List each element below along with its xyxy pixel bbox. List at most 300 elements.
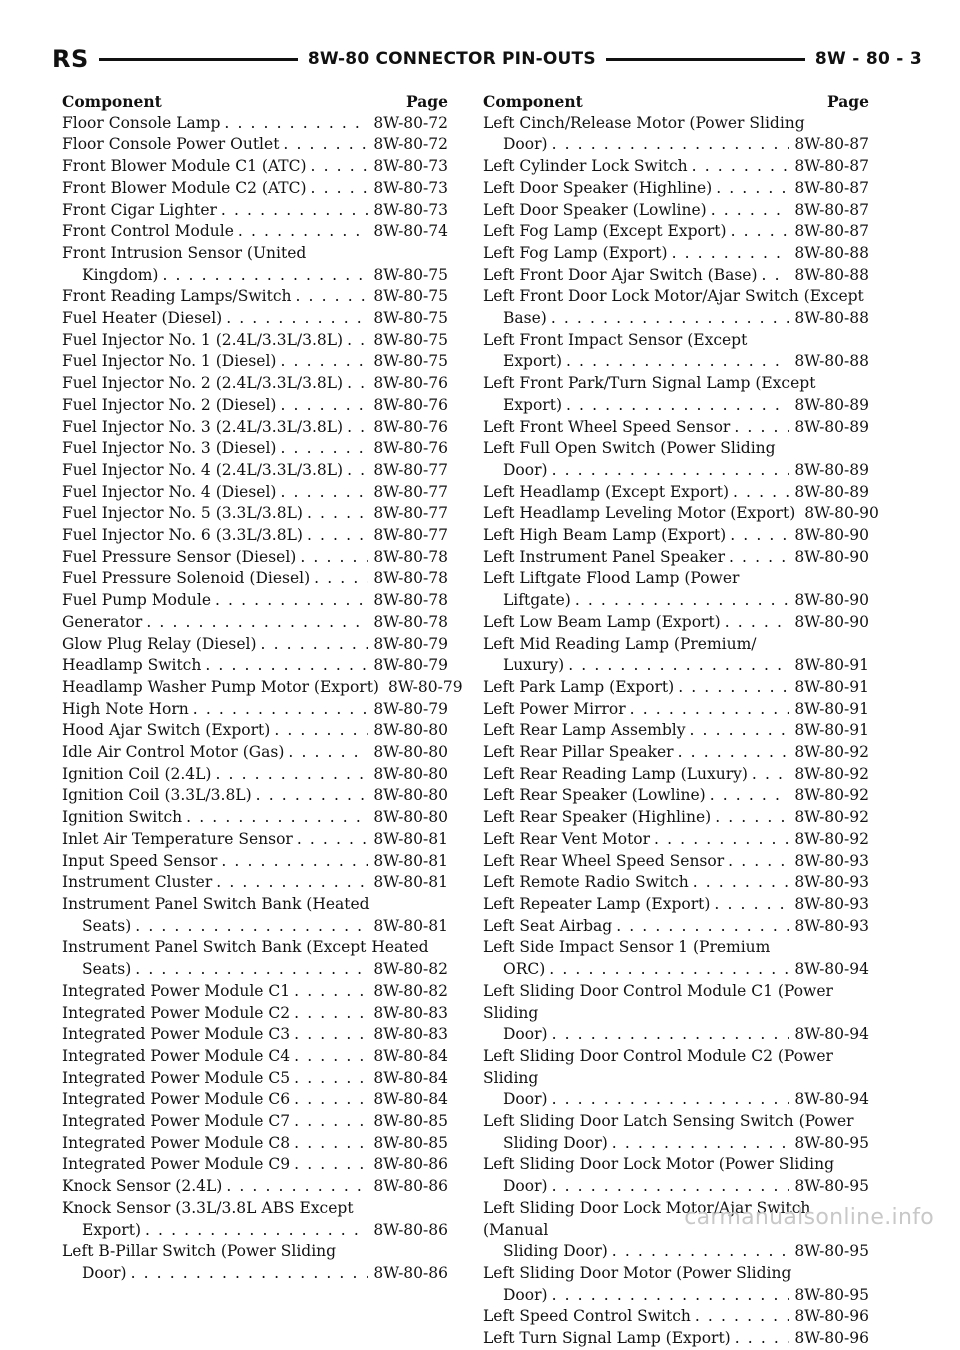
entry-name: Instrument Cluster [62,873,213,892]
index-entry [62,872,448,894]
index-entry [483,764,869,786]
entry-name: Floor Console Power Outlet [62,135,280,154]
index-entry [483,807,869,829]
index-entry [483,568,869,611]
entry-page: 8W-80-79 [373,699,448,718]
index-entry [62,438,448,460]
dot-leader [731,1328,790,1350]
entry-name-first-line: Left Front Door Lock Motor/Ajar Switch (Except [483,287,864,306]
entry-name: Export) [82,1220,141,1239]
entry-name: Front Cigar Lighter [62,200,217,219]
entry-name: Sliding Door) [503,1242,608,1261]
entry-page: 8W-80-84 [373,1068,448,1087]
index-entry [483,720,869,742]
dot-leader [758,265,790,287]
entry-page: 8W-80-84 [373,1090,448,1109]
entry-name: Door) [82,1263,127,1282]
entry-line [62,438,448,460]
entry-page: 8W-80-96 [794,1329,869,1348]
index-entry [483,1111,869,1154]
entry-name: Fuel Injector No. 2 (2.4L/3.3L/3.8L) [62,374,344,393]
entry-name: Fuel Injector No. 5 (3.3L/3.8L) [62,504,303,523]
entry-page: 8W-80-73 [373,200,448,219]
entry-page: 8W-80-77 [373,482,448,501]
entry-line [483,807,869,829]
entry-name: Door) [503,1090,548,1109]
dot-leader [158,265,368,287]
entry-page: 8W-80-75 [373,265,448,284]
entry-line [62,916,448,938]
dot-leader [234,221,369,243]
entry-page: 8W-80-79 [373,656,448,675]
entry-line [62,373,448,395]
index-entry [62,699,448,721]
entry-page: 8W-80-94 [794,1025,869,1044]
entry-page: 8W-80-93 [794,916,869,935]
entry-name: Base) [503,309,547,328]
entry-line [483,1176,869,1198]
dot-leader [257,634,369,656]
entry-page: 8W-80-95 [794,1242,869,1261]
entry-page: 8W-80-90 [794,547,869,566]
entry-name: Left Headlamp Leveling Motor (Export) [483,504,796,523]
index-entry [483,894,869,916]
index-entry [62,1133,448,1155]
entry-name: Left Door Speaker (Highline) [483,178,713,197]
index-entry [62,200,448,222]
index-entry [62,113,448,135]
dot-leader [252,785,369,807]
entry-name: Front Blower Module C1 (ATC) [62,157,307,176]
index-entry [62,677,463,699]
entry-name: Left Seat Airbag [483,916,613,935]
dot-leader [674,677,789,699]
entry-line [62,503,448,525]
entry-name: Left Door Speaker (Lowline) [483,200,707,219]
header-rule-right [606,58,805,61]
index-entry [62,1024,448,1046]
entry-page: 8W-80-89 [794,460,869,479]
entry-name-first-line: Left Sliding Door Lock Motor/Ajar Switch (Manual [483,1198,811,1239]
entry-page: 8W-80-91 [794,699,869,718]
entry-name: Kingdom) [82,265,159,284]
entry-name: Front Control Module [62,222,234,241]
entry-line [483,156,869,178]
index-entry [483,872,869,894]
entry-line [62,872,448,894]
index-entry [62,764,448,786]
entry-page: 8W-80-78 [373,591,448,610]
entry-line [62,590,448,612]
index-entry [62,1154,448,1176]
index-column-left [62,91,463,1285]
dot-leader [343,373,368,395]
entry-page: 8W-80-92 [794,743,869,762]
entry-line [62,286,448,308]
index-column-right [483,91,879,1350]
index-entry [483,503,879,525]
entry-page: 8W-80-90 [794,612,869,631]
entry-page: 8W-80-84 [373,1046,448,1065]
index-entry [483,330,869,373]
dot-leader [131,916,368,938]
index-entry [483,438,869,481]
entry-line [62,829,448,851]
index-entry [62,829,448,851]
entry-name: Left Rear Lamp Assembly [483,721,686,740]
entry-name: Integrated Power Module C1 [62,981,291,1000]
entry-page: 8W-80-73 [373,157,448,176]
index-entry [62,1003,448,1025]
entry-line [62,1024,448,1046]
entry-page: 8W-80-86 [373,1177,448,1196]
entry-page: 8W-80-79 [373,634,448,653]
entry-page: 8W-80-94 [794,1090,869,1109]
index-entry [483,482,869,504]
entry-name: Fuel Injector No. 4 (Diesel) [62,482,277,501]
dot-leader [685,720,789,742]
entry-page: 8W-80-95 [794,1285,869,1304]
entry-name: Left Power Mirror [483,699,626,718]
entry-name: Front Reading Lamps/Switch [62,287,292,306]
entry-name: Inlet Air Temperature Sensor [62,829,293,848]
entry-page: 8W-80-85 [373,1112,448,1131]
entry-name: Liftgate) [503,591,571,610]
entry-line [483,1306,869,1328]
entry-line [62,113,448,135]
entry-name: Left Rear Reading Lamp (Luxury) [483,764,748,783]
entry-line [62,482,448,504]
index-entry [62,482,448,504]
index-entry [483,1328,869,1350]
index-entry [483,1306,869,1328]
dot-leader [691,1306,790,1328]
dot-leader [290,1068,368,1090]
entry-name: Left Headlamp (Except Export) [483,482,729,501]
dot-leader [725,547,789,569]
index-entry [62,1111,448,1133]
entry-line [62,1133,448,1155]
dot-leader [727,221,790,243]
entry-line [483,851,869,873]
entry-line [483,590,869,612]
entry-line [62,351,448,373]
index-entry [62,851,448,873]
dot-leader [292,286,369,308]
dot-leader [689,872,790,894]
index-entry [483,677,869,699]
index-entry [62,243,448,286]
entry-line [483,308,869,330]
entry-page: 8W-80-91 [794,721,869,740]
entry-name: Left Fog Lamp (Export) [483,243,668,262]
dot-leader [141,1220,368,1242]
watermark: carmanualsonline.info [684,1205,934,1230]
dot-leader [276,438,368,460]
dot-leader [547,308,790,330]
entry-page: 8W-80-92 [794,829,869,848]
entry-name: Integrated Power Module C5 [62,1068,291,1087]
entry-line [62,851,448,873]
index-entry [62,221,448,243]
entry-name: Door) [503,1285,548,1304]
entry-page: 8W-80-86 [373,1220,448,1239]
entry-page: 8W-80-96 [794,1307,869,1326]
entry-name: Integrated Power Module C4 [62,1046,291,1065]
entry-name-first-line: Instrument Panel Switch Bank (Heated [62,895,370,913]
entry-page: 8W-80-79 [387,677,463,696]
entry-line [483,525,869,547]
entry-line [62,634,448,656]
entry-line [483,1285,869,1307]
dot-leader [211,590,368,612]
index-entry [62,156,448,178]
index-entry [62,547,448,569]
index-entry [483,525,869,547]
dot-leader [612,916,789,938]
entry-name: Fuel Injector No. 2 (Diesel) [62,395,277,414]
dot-leader [343,460,368,482]
header-section-code: RS [52,45,89,73]
entry-page: 8W-80-86 [373,1155,448,1174]
entry-name-first-line: Left Full Open Switch (Power Sliding [483,439,776,458]
index-entry [483,243,869,265]
entry-line [483,764,869,786]
entry-name: Left Cylinder Lock Switch [483,157,688,176]
entry-page: 8W-80-88 [794,352,869,371]
entry-page: 8W-80-81 [373,873,448,892]
dot-leader [545,959,789,981]
dot-leader [279,134,368,156]
entry-line [483,265,869,287]
dot-leader [668,243,790,265]
entry-name: Left Speed Control Switch [483,1307,691,1326]
entry-name: Input Speed Sensor [62,851,218,870]
entry-page: 8W-80-93 [794,873,869,892]
entry-name: Door) [503,1025,548,1044]
index-entry [62,568,448,590]
dot-leader [303,503,368,525]
index-entry [62,612,448,634]
index-entry [62,785,448,807]
entry-page: 8W-80-90 [794,526,869,545]
dot-leader [548,134,790,156]
index-entry [62,1068,448,1090]
entry-line [483,460,869,482]
entry-name: Door) [503,460,548,479]
dot-leader [707,200,790,222]
dot-leader [270,720,368,742]
dot-leader [131,959,368,981]
entry-name: Left Rear Speaker (Lowline) [483,786,706,805]
entry-line [62,959,448,981]
entry-name: Export) [503,352,562,371]
entry-page: 8W-80-87 [794,178,869,197]
index-entry [483,1154,869,1197]
entry-name-first-line: Left Mid Reading Lamp (Premium/ [483,634,757,653]
entry-name: Fuel Pressure Sensor (Diesel) [62,547,297,566]
index-entry [62,351,448,373]
entry-name: Integrated Power Module C2 [62,1003,291,1022]
dot-leader [721,612,790,634]
entry-page: 8W-80-94 [794,960,869,979]
dot-leader [608,1133,790,1155]
entry-page: 8W-80-80 [373,721,448,740]
entry-name-first-line: Left Sliding Door Control Module C2 (Power Sliding [483,1046,833,1087]
entry-line [62,612,448,634]
entry-line [483,200,869,222]
dot-leader [548,460,790,482]
entry-line [483,612,869,634]
entry-name-first-line: Left Front Park/Turn Signal Lamp (Except [483,374,816,393]
dot-leader [343,417,368,439]
index-entry [483,981,869,1046]
entry-page: 8W-80-87 [794,135,869,154]
dot-leader [710,894,789,916]
entry-name: Fuel Pressure Solenoid (Diesel) [62,569,311,588]
entry-line [483,655,869,677]
entry-name: Seats) [82,916,132,935]
dot-leader [626,699,790,721]
index-entry [62,1198,448,1241]
entry-line [62,156,448,178]
entry-name: Seats) [82,960,132,979]
column-header [483,91,869,113]
entry-line [62,1111,448,1133]
index-entry [483,851,869,873]
entry-line [483,503,879,525]
entry-page: 8W-80-78 [373,547,448,566]
entry-line [483,916,869,938]
entry-name: Left Rear Wheel Speed Sensor [483,851,725,870]
entry-page: 8W-80-88 [794,309,869,328]
entry-name: Export) [503,395,562,414]
entry-name: Fuel Injector No. 3 (2.4L/3.3L/3.8L) [62,417,344,436]
entry-page: 8W-80-93 [794,895,869,913]
entry-name: Sliding Door) [503,1133,608,1152]
entry-line [62,807,448,829]
entry-line [62,720,448,742]
entry-name: Fuel Injector No. 4 (2.4L/3.3L/3.8L) [62,460,344,479]
dot-leader [142,612,368,634]
entry-line [62,525,448,547]
entry-line [62,677,463,699]
entry-line [483,547,869,569]
entry-page: 8W-80-80 [373,786,448,805]
dot-leader [729,482,789,504]
entry-name: Door) [503,135,548,154]
index-entry [62,503,448,525]
page-header [52,44,922,74]
entry-list [62,113,463,1285]
entry-name: Fuel Injector No. 3 (Diesel) [62,439,277,458]
entry-line [483,785,869,807]
index-entry [62,286,448,308]
entry-name: Floor Console Lamp [62,113,221,132]
entry-line [483,829,869,851]
entry-name: Ignition Switch [62,808,183,827]
index-entry [62,720,448,742]
dot-leader [222,1176,368,1198]
entry-page: 8W-80-74 [373,222,448,241]
dot-leader [688,156,790,178]
entry-name-first-line: Left Sliding Door Lock Motor (Power Sliding [483,1155,835,1174]
entry-name: Left Instrument Panel Speaker [483,547,725,566]
entry-line [62,1046,448,1068]
dot-leader [571,590,790,612]
index-entry [483,265,869,287]
entry-page: 8W-80-76 [373,374,448,393]
entry-page: 8W-80-73 [373,178,448,197]
entry-name: Left Rear Vent Motor [483,829,651,848]
entry-name-first-line: Left Side Impact Sensor 1 (Premium [483,938,771,957]
entry-page: 8W-80-86 [373,1263,448,1282]
entry-page: 8W-80-76 [373,439,448,458]
entry-line [62,1176,448,1198]
dot-leader [712,178,789,200]
entry-name: Left Front Wheel Speed Sensor [483,417,731,436]
index-entry [62,1176,448,1198]
column-header [62,91,448,113]
entry-name: Fuel Injector No. 1 (2.4L/3.3L/3.8L) [62,330,344,349]
entry-page: 8W-80-88 [794,243,869,262]
entry-page: 8W-80-85 [373,1133,448,1152]
entry-name: ORC) [503,960,546,979]
entry-line [483,1241,869,1263]
entry-name-first-line: Instrument Panel Switch Bank (Except Heated [62,938,429,957]
entry-line [62,221,448,243]
entry-name: Integrated Power Module C9 [62,1155,291,1174]
entry-page: 8W-80-95 [794,1133,869,1152]
entry-page: 8W-80-93 [794,851,869,870]
dot-leader [706,785,790,807]
entry-name-first-line: Left Sliding Door Latch Sensing Switch (Power [483,1112,854,1131]
index-entry [483,200,869,222]
entry-line [62,417,448,439]
entry-name: Ignition Coil (3.3L/3.8L) [62,786,252,805]
index-entry [62,308,448,330]
entry-list [483,113,879,1350]
index-entry [62,395,448,417]
index-entry [62,525,448,547]
index-entry [62,634,448,656]
entry-page: 8W-80-89 [794,482,869,501]
entry-page: 8W-80-81 [373,829,448,848]
entry-page: 8W-80-75 [373,287,448,306]
dot-leader [564,655,789,677]
entry-name: Front Blower Module C2 (ATC) [62,178,307,197]
entry-page: 8W-80-82 [373,981,448,1000]
index-entry [62,373,448,395]
entry-line [62,1263,448,1285]
entry-line [483,677,869,699]
entry-page: 8W-80-77 [373,526,448,545]
entry-line [483,894,869,916]
page-label: Page [406,92,448,111]
dot-leader [284,742,368,764]
dot-leader [726,525,789,547]
index-entry [483,634,869,677]
entry-line [483,482,869,504]
entry-page: 8W-80-81 [373,916,448,935]
dot-leader [217,200,368,222]
entry-name: Integrated Power Module C8 [62,1133,291,1152]
dot-leader [293,829,369,851]
entry-line [483,351,869,373]
dot-leader [290,1111,368,1133]
entry-name: Fuel Injector No. 6 (3.3L/3.8L) [62,526,303,545]
dot-leader [562,395,789,417]
